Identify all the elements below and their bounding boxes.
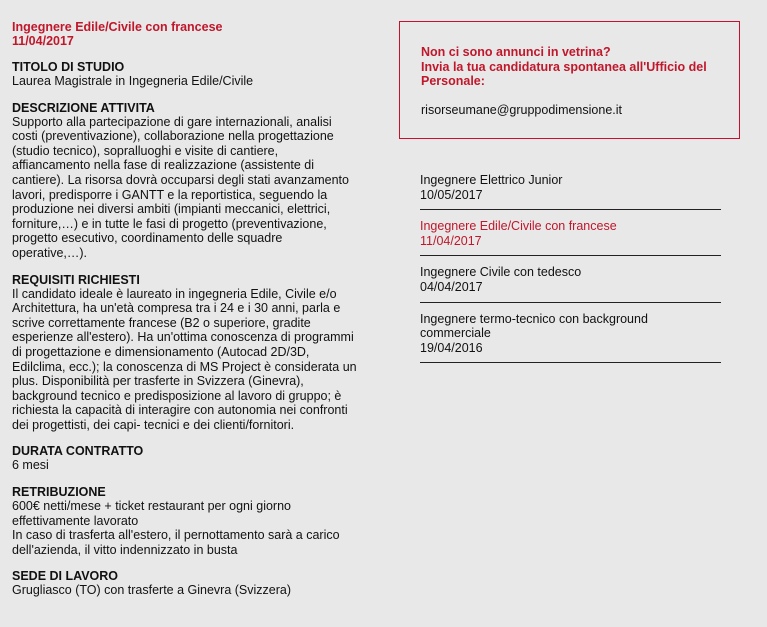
job-list-item-title: Ingegnere termo-tecnico con background commerciale	[420, 311, 648, 341]
spontaneous-application-box	[399, 21, 740, 139]
job-list-item-title: Ingegnere Civile con tedesco	[420, 265, 582, 280]
email-link[interactable]: risorseumane@gruppodimensione.it	[421, 102, 622, 117]
section-heading: SEDE DI LAVORO	[12, 569, 119, 584]
job-list	[420, 173, 721, 372]
section-body: 600€ netti/mese + ticket restaurant per ogni giorno effettivamente lavorato In caso di trasferta all'estero, il pernottamento sarà a carico dell'azienda, il vitto indennizzato in busta	[12, 499, 340, 557]
job-detail	[12, 20, 357, 598]
job-list-item-date: 19/04/2016	[420, 340, 483, 355]
section-body: Il candidato ideale è laureato in ingegneria Edile, Civile e/o Architettura, ha un'età compresa tra i 24 e i 30 anni, parla e scrive correttamente francese (B2 o superiore, gradite esperienze all'estero). Ha un'ottima conoscenza di programmi di progettazione e dimensionamento (Autocad 2D/3D, Edilclima, ecc.); la conoscenza di MS Project è considerata un plus. Disponibilità per trasferte in Svizzera (Ginevra), background tecnico e predisposizione al lavoro di gruppo; è richiesta la capacità di interagire con autonomia nei confronti dei progettisti, dei capi- tecnici e dei clienti/fornitori.	[12, 286, 357, 432]
job-list-item[interactable]	[420, 265, 721, 302]
section-sede-di-lavoro	[12, 569, 357, 598]
section-body: Laurea Magistrale in Ingegneria Edile/Civile	[12, 74, 254, 88]
section-retribuzione	[12, 485, 357, 557]
job-list-item-active[interactable]	[420, 219, 721, 256]
section-heading: DURATA CONTRATTO	[12, 444, 144, 459]
section-body: Grugliasco (TO) con trasferte a Ginevra (Svizzera)	[12, 583, 292, 598]
section-heading: DESCRIZIONE ATTIVITA	[12, 100, 155, 115]
job-list-item-title: Ingegnere Edile/Civile con francese	[420, 219, 617, 234]
job-title: Ingegnere Edile/Civile con francese	[12, 20, 223, 34]
section-requisiti-richiesti	[12, 273, 357, 433]
section-heading: TITOLO DI STUDIO	[12, 60, 125, 74]
job-date: 11/04/2017	[12, 34, 74, 48]
job-list-item[interactable]	[420, 173, 721, 210]
box-title: Non ci sono annunci in vetrina? Invia la tua candidatura spontanea all'Ufficio del Personale:	[421, 45, 707, 88]
section-durata-contratto	[12, 444, 357, 473]
job-list-item[interactable]	[420, 312, 721, 364]
job-list-item-date: 04/04/2017	[420, 279, 483, 294]
section-heading: REQUISITI RICHIESTI	[12, 272, 140, 287]
section-body: 6 mesi	[12, 458, 49, 473]
job-list-item-date: 10/05/2017	[420, 187, 483, 202]
job-list-item-title: Ingegnere Elettrico Junior	[420, 173, 563, 187]
section-heading: RETRIBUZIONE	[12, 485, 106, 500]
section-titolo-di-studio	[12, 60, 357, 89]
section-descrizione-attivita	[12, 101, 357, 261]
job-list-item-date: 11/04/2017	[420, 233, 482, 248]
section-body: Supporto alla partecipazione di gare internazionali, analisi costi (preventivazione), collaborazione nella progettazione (studio tecnico), sopralluoghi e visite di cantiere, affiancamento nella fase di realizzazione (assistente di cantiere). La risorsa dovrà occuparsi degli stati avanzamento lavori, predisporre i GANTT e la reportistica, seguendo la produzione nei diversi ambiti (impianti meccanici, elettrici, forniture,…) e in tutte le fasi di progetto (preventivazione, progetto esecutivo, coordinamento delle squadre operative,…).	[12, 114, 349, 260]
